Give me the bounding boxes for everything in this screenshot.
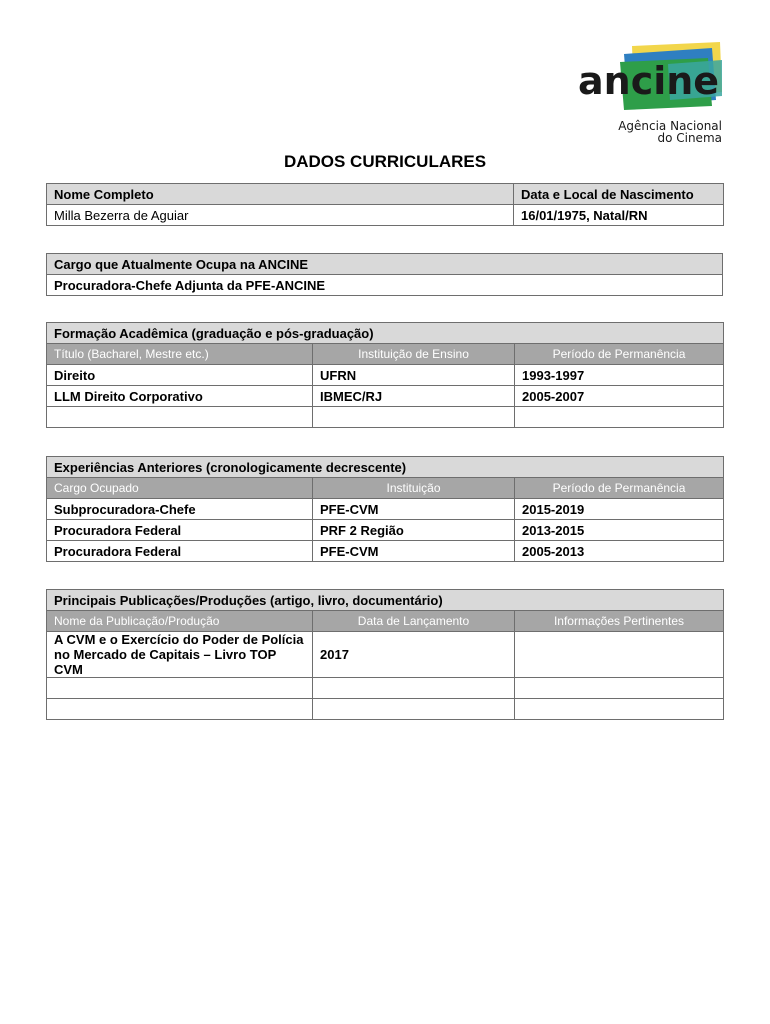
position-heading: Cargo que Atualmente Ocupa na ANCINE <box>47 254 723 275</box>
education-table <box>46 322 724 428</box>
education-col-period: Período de Permanência <box>515 344 724 365</box>
experience-table <box>46 456 724 562</box>
table-cell: A CVM e o Exercício do Poder de Polícia no Mercado de Capitais – Livro TOP CVM <box>47 632 313 678</box>
table-cell: PRF 2 Região <box>313 520 515 541</box>
table-cell: PFE-CVM <box>313 541 515 562</box>
experience-col-role: Cargo Ocupado <box>47 478 313 499</box>
education-heading: Formação Acadêmica (graduação e pós-graduação) <box>47 323 724 344</box>
table-row <box>47 541 724 562</box>
experience-heading: Experiências Anteriores (cronologicamente decrescente) <box>47 457 724 478</box>
table-cell: 2005-2007 <box>515 386 724 407</box>
table-cell <box>47 407 313 428</box>
table-cell: Direito <box>47 365 313 386</box>
table-cell: 1993-1997 <box>515 365 724 386</box>
table-cell <box>515 678 724 699</box>
experience-col-period: Período de Permanência <box>515 478 724 499</box>
publications-col-info: Informações Pertinentes <box>515 611 724 632</box>
position-value: Procuradora-Chefe Adjunta da PFE-ANCINE <box>47 275 723 296</box>
table-cell: UFRN <box>313 365 515 386</box>
table-cell: Procuradora Federal <box>47 520 313 541</box>
table-cell: IBMEC/RJ <box>313 386 515 407</box>
publications-col-date: Data de Lançamento <box>313 611 515 632</box>
table-row <box>47 499 724 520</box>
table-row <box>47 699 724 720</box>
table-row <box>47 365 724 386</box>
table-cell <box>515 632 724 678</box>
table-row <box>47 632 724 678</box>
name-value: Milla Bezerra de Aguiar <box>47 205 514 226</box>
birth-value: 16/01/1975, Natal/RN <box>514 205 724 226</box>
table-cell: 2017 <box>313 632 515 678</box>
birth-label: Data e Local de Nascimento <box>514 184 724 205</box>
name-label: Nome Completo <box>47 184 514 205</box>
table-cell: 2013-2015 <box>515 520 724 541</box>
table-cell <box>47 699 313 720</box>
table-cell: Procuradora Federal <box>47 541 313 562</box>
publications-heading: Principais Publicações/Produções (artigo, livro, documentário) <box>47 590 724 611</box>
table-cell: 2005-2013 <box>515 541 724 562</box>
identity-table <box>46 183 724 226</box>
table-cell <box>515 699 724 720</box>
table-row <box>47 678 724 699</box>
table-cell: 2015-2019 <box>515 499 724 520</box>
logo-subtitle-line2: do Cinema <box>657 131 722 144</box>
document-title: DADOS CURRICULARES <box>283 152 487 171</box>
logo-subtitle-line1: Agência Nacional <box>618 119 722 133</box>
position-table <box>46 253 723 296</box>
table-cell <box>313 699 515 720</box>
publications-table <box>46 589 724 720</box>
table-row <box>47 407 724 428</box>
table-cell <box>313 407 515 428</box>
table-cell <box>313 678 515 699</box>
table-row <box>47 520 724 541</box>
logo-wordmark: ancine <box>578 59 720 103</box>
table-cell: PFE-CVM <box>313 499 515 520</box>
table-row <box>47 386 724 407</box>
ancine-logo <box>572 40 732 144</box>
table-cell <box>47 678 313 699</box>
education-col-title: Título (Bacharel, Mestre etc.) <box>47 344 313 365</box>
table-cell <box>515 407 724 428</box>
experience-col-institution: Instituição <box>313 478 515 499</box>
education-col-institution: Instituição de Ensino <box>313 344 515 365</box>
publications-col-name: Nome da Publicação/Produção <box>47 611 313 632</box>
table-cell: LLM Direito Corporativo <box>47 386 313 407</box>
table-cell: Subprocuradora-Chefe <box>47 499 313 520</box>
